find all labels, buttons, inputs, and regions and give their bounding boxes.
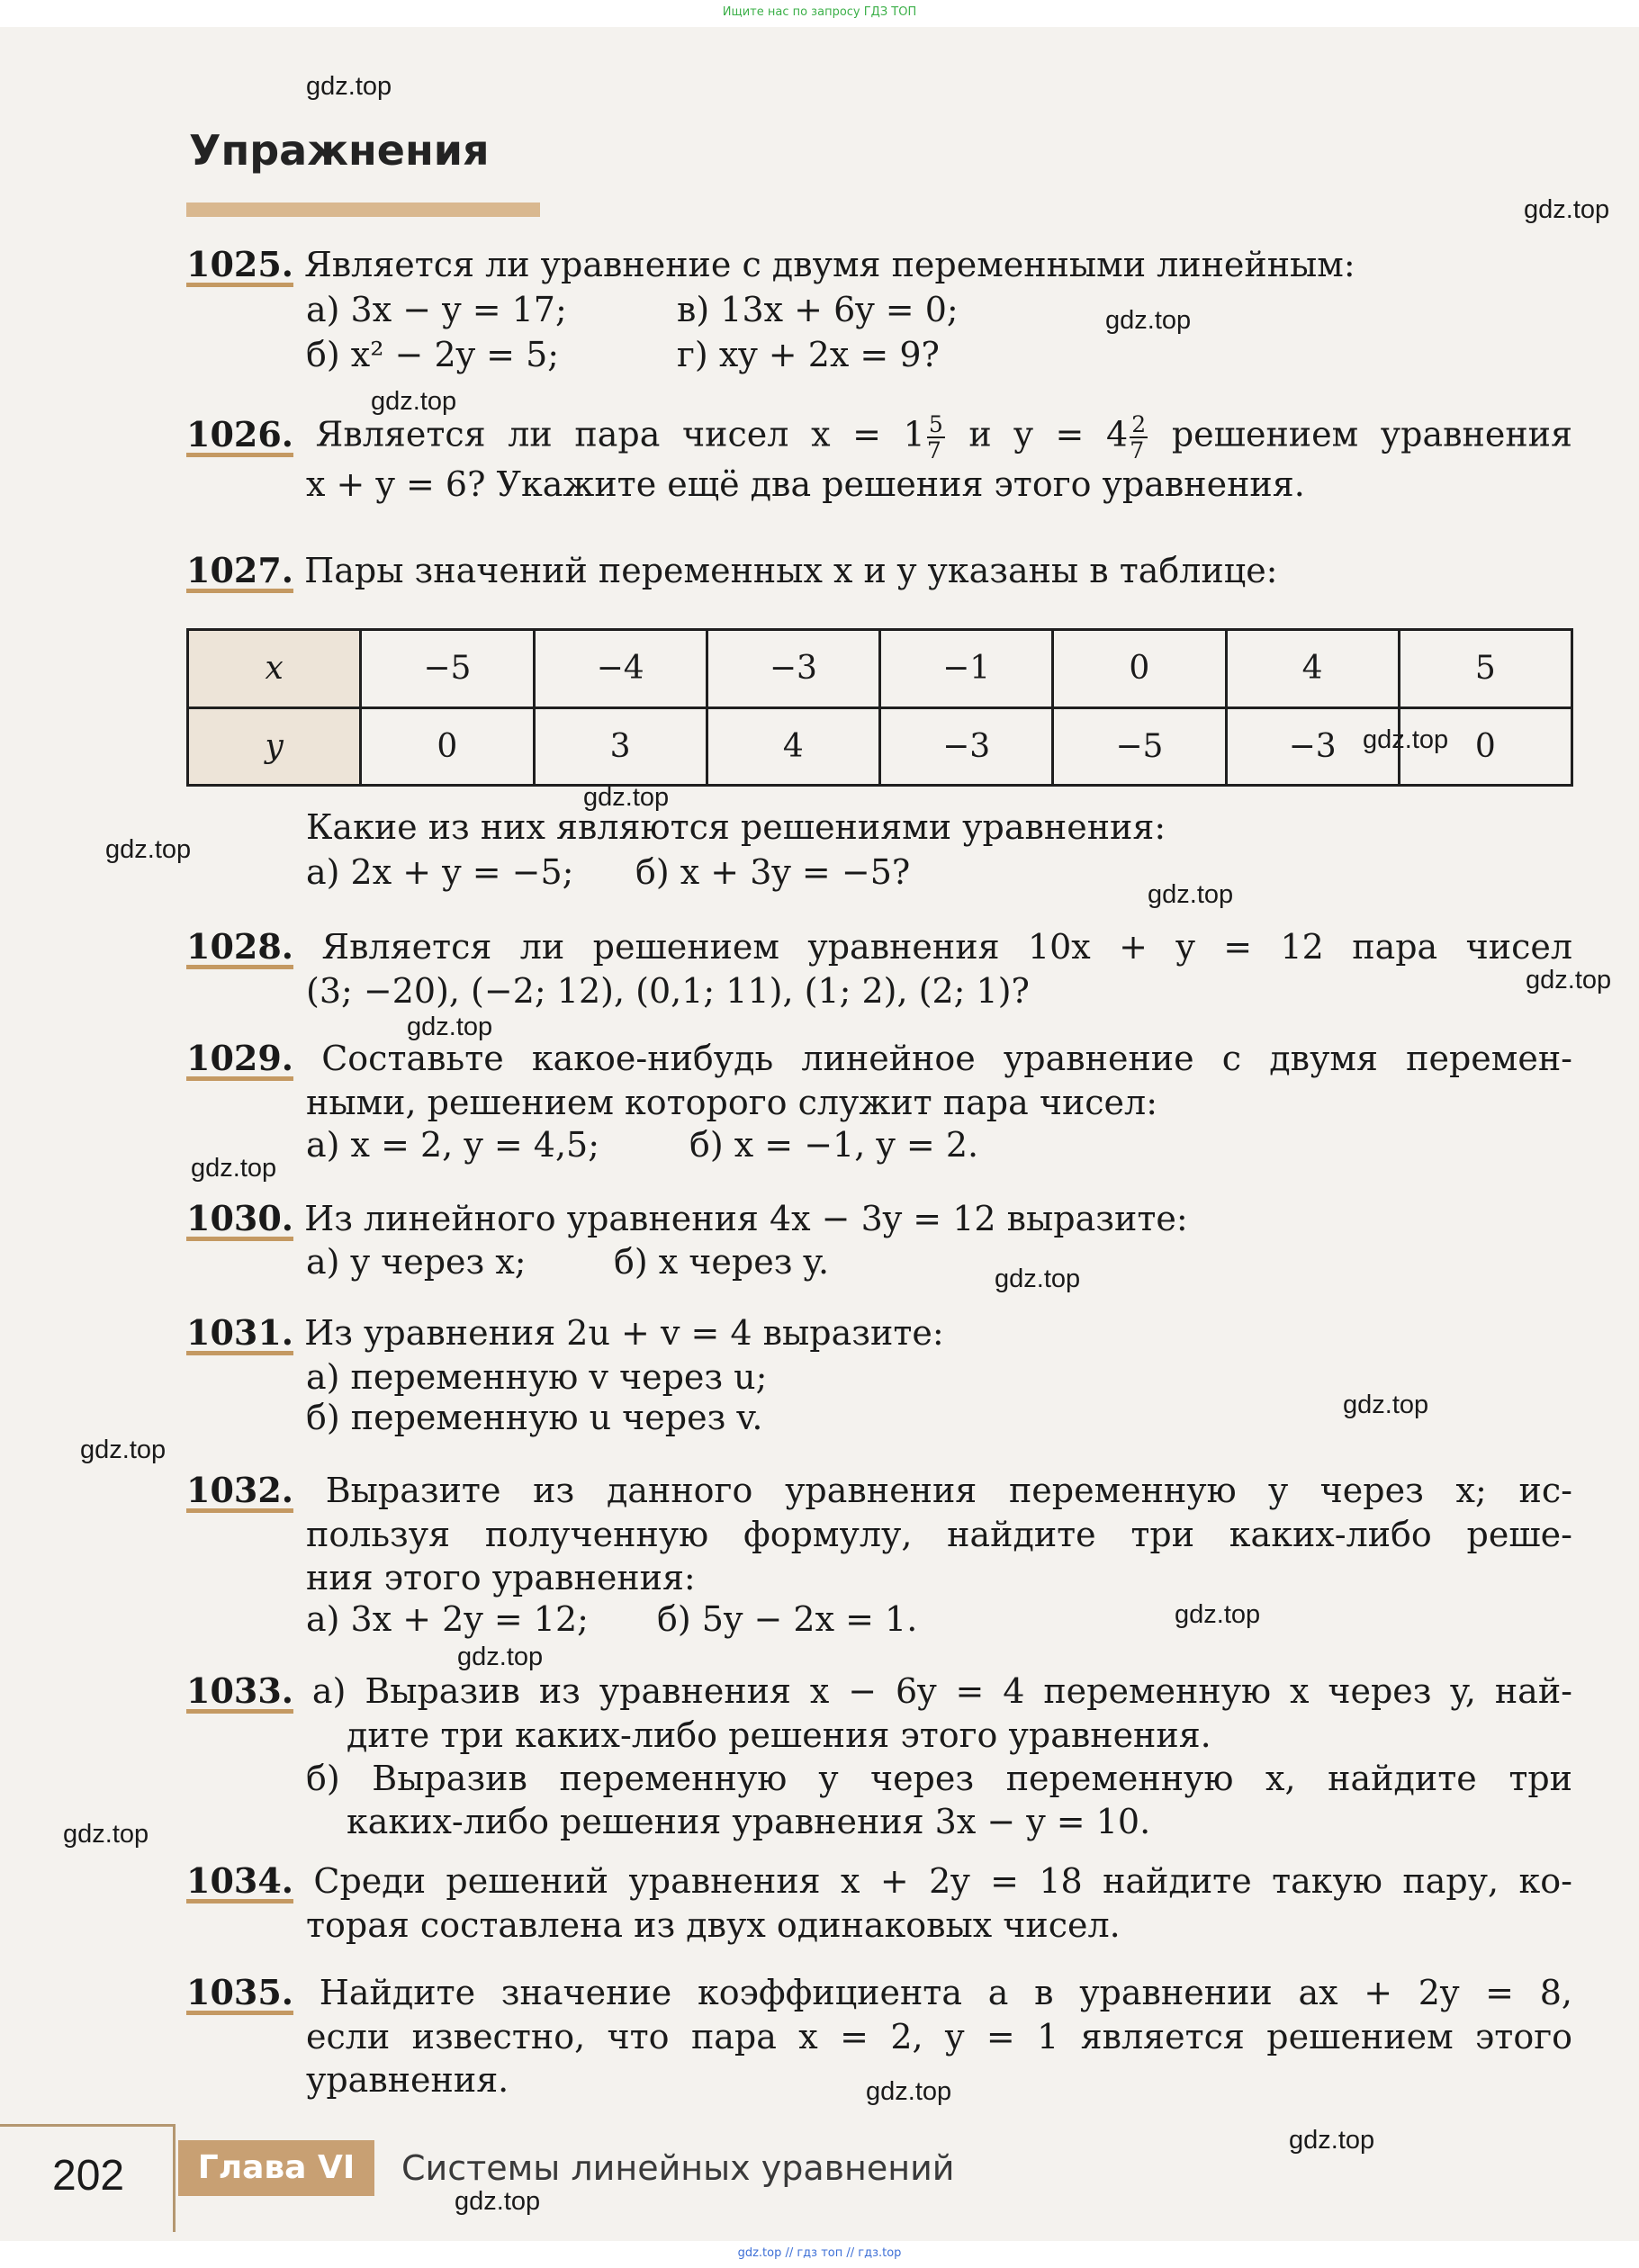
table-header-y: y [188,707,361,786]
watermark: gdz.top [1289,2126,1375,2155]
exercise-1029 [186,1037,1572,1124]
option-a: а) y через x; [306,1242,527,1282]
y-fraction: $\frac{2}{7}$ [1130,411,1147,464]
chapter-label: Глава VI [178,2140,374,2196]
option-b: б) x + 3y = −5? [635,852,911,892]
exercise-text: Среди решений уравнения x + 2y = 18 найдите такую пару, ко- [313,1861,1572,1901]
option-a: а) 2x + y = −5; [306,852,574,892]
table-cell: 4 [1226,630,1399,708]
table-cell: 0 [1399,707,1571,786]
table-cell: −4 [534,630,707,708]
table-cell: −5 [361,630,534,708]
exercise-1026 [186,412,1572,506]
watermark: gdz.top [455,2187,541,2216]
table-cell: 0 [1053,630,1226,708]
option-v: в) 13x + 6y = 0; [677,290,959,329]
and-word: и [968,414,992,454]
watermark: gdz.top [371,387,457,416]
exercise-text: Пары значений переменных x и y указаны в таблице: [304,551,1278,590]
exercise-1025 [186,243,1572,287]
watermark: gdz.top [306,72,392,101]
exercise-text: каких-либо решения уравнения 3x − y = 10. [347,1802,1151,1841]
exercise-text: решением уравнения [1171,414,1572,454]
section-heading: Упражнения [189,126,490,175]
exercise-number: 1035. [186,1975,293,2015]
exercise-text: Выразите из данного уравнения переменную y через x; ис- [325,1471,1572,1510]
page-number: 202 [52,2152,125,2200]
exercise-1030 [186,1197,1572,1241]
table-cell: 0 [361,707,534,786]
watermark: gdz.top [1105,306,1192,335]
exercise-number: 1034. [186,1863,293,1904]
exercise-text: Из линейного уравнения 4x − 3y = 12 выразите: [304,1199,1188,1238]
exercise-text: а) Выразив из уравнения x − 6y = 4 переменную x через y, най- [311,1671,1572,1711]
page-corner-line [0,2124,176,2127]
values-table [186,628,1573,787]
exercise-1027 [186,549,1572,593]
exercise-number: 1028. [186,929,293,969]
exercise-text: б) Выразив переменную y через переменную x, найдите три [306,1759,1572,1798]
exercise-text: Найдите значение коэффициента a в уравнении ax + 2y = 8, [319,1973,1572,2012]
table-cell: −3 [1226,707,1399,786]
exercise-text: пользуя полученную формулу, найдите три каких-либо реше- [306,1515,1572,1554]
table-row-y [188,707,1572,786]
table-cell: 3 [534,707,707,786]
exercise-text: (3; −20), (−2; 12), (0,1; 11), (1; 2), (2; 1)? [306,971,1030,1011]
exercise-text: Какие из них являются решениями уравнения: [306,807,1166,847]
watermark: gdz.top [457,1642,544,1671]
table-cell: −1 [880,630,1053,708]
watermark: gdz.top [1526,966,1612,994]
exercise-text: торая составлена из двух одинаковых чисел. [306,1905,1121,1945]
option-a: а) 3x + 2y = 12; [306,1599,589,1639]
watermark: gdz.top [995,1264,1081,1293]
option-b: б) переменную u через v. [306,1398,763,1437]
watermark: gdz.top [1363,725,1449,754]
option-b: б) x² − 2y = 5; [306,335,560,374]
option-a: а) 3x − y = 17; [306,290,567,329]
watermark: gdz.top [583,783,670,812]
watermark: gdz.top [407,1012,493,1041]
exercise-text: ния этого уравнения: [306,1558,696,1598]
table-cell: 4 [707,707,879,786]
exercise-number: 1032. [186,1472,293,1513]
watermark: gdz.top [1343,1390,1429,1419]
option-a: а) переменную v через u; [306,1357,768,1397]
watermark: gdz.top [105,835,192,864]
watermark: gdz.top [1148,880,1234,909]
exercise-number: 1031. [186,1315,293,1355]
option-b: б) 5y − 2x = 1. [657,1599,918,1639]
exercise-text: Составьте какое-нибудь линейное уравнение с двумя перемен- [321,1039,1572,1078]
exercise-text: уравнения. [306,2060,509,2100]
watermark: gdz.top [191,1154,277,1183]
exercise-text: Из уравнения 2u + v = 4 выразите: [304,1313,944,1353]
exercise-text: Является ли уравнение с двумя переменными линейным: [304,245,1355,284]
x-value: x = 1 [811,414,925,454]
table-row-x [188,630,1572,708]
exercise-1028 [186,925,1572,1012]
top-banner[interactable]: Ищите нас по запросу ГДЗ ТОП [722,5,917,19]
exercise-text: если известно, что пара x = 2, y = 1 является решением этого [306,2017,1572,2056]
table-cell: 5 [1399,630,1571,708]
exercise-number: 1025. [186,247,293,287]
exercise-text: Является ли решением уравнения 10x + y = 12 пара чисел [321,927,1572,967]
exercise-number: 1026. [186,417,293,457]
option-b: б) x через y. [614,1242,830,1282]
exercise-1031 [186,1311,1572,1355]
option-g: г) xy + 2x = 9? [677,335,940,374]
exercise-1032 [186,1469,1572,1599]
exercise-1033 [186,1670,1572,1843]
exercise-1035 [186,1971,1572,2102]
exercise-number: 1029. [186,1040,293,1081]
watermark: gdz.top [1175,1600,1261,1629]
table-header-x: x [188,630,361,708]
exercise-number: 1027. [186,553,293,593]
exercise-1034 [186,1859,1572,1947]
table-cell: −3 [707,630,879,708]
option-a: а) x = 2, y = 4,5; [306,1125,600,1165]
watermark: gdz.top [866,2077,952,2106]
bottom-banner[interactable]: gdz.top // гдз топ // гдз.top [737,2246,902,2260]
y-value: y = 4 [1013,414,1129,454]
x-fraction: $\frac{5}{7}$ [926,411,943,464]
exercise-text: x + y = 6? Укажите ещё два решения этого уравнения. [306,464,1305,504]
exercise-text: Является ли пара чисел [315,414,789,454]
exercise-number: 1033. [186,1673,293,1714]
option-b: б) x = −1, y = 2. [689,1125,979,1165]
table-cell: −3 [880,707,1053,786]
chapter-title: Системы линейных уравнений [401,2148,955,2188]
watermark: gdz.top [80,1436,167,1464]
exercise-number: 1030. [186,1201,293,1241]
exercise-text: ными, решением которого служит пара чисел: [306,1083,1157,1122]
watermark: gdz.top [63,1820,149,1849]
table-cell: −5 [1053,707,1226,786]
heading-underline [186,202,540,217]
watermark: gdz.top [1524,195,1610,224]
page-corner-line [173,2124,176,2232]
exercise-text: дите три каких-либо решения этого уравнения. [347,1715,1211,1755]
